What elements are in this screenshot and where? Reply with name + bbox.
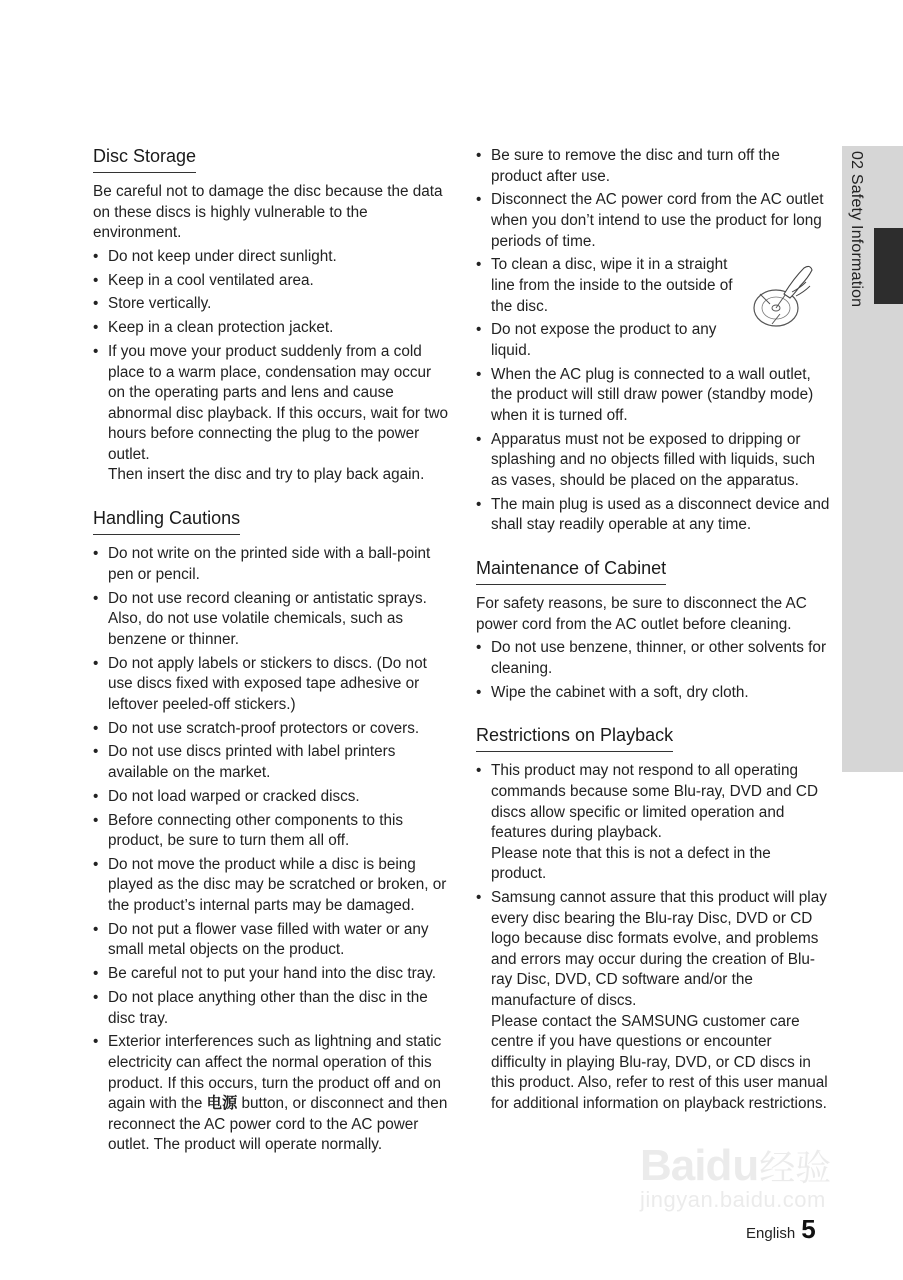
list-item: • Be careful not to put your hand into the disc tray. [93, 964, 449, 985]
list-item: • To clean a disc, wipe it in a straight line from the inside to the outside of the disc. [476, 255, 830, 317]
disc-cleaning-illustration [750, 258, 830, 338]
list-item [476, 761, 830, 885]
list-item: • Apparatus must not be exposed to dripping or splashing and no objects filled with liquids, such as vases, should be placed on the apparatus. [476, 430, 830, 492]
left-column [93, 146, 449, 1159]
watermark-cn: 经验 [759, 1147, 832, 1188]
watermark-url: jingyan.baidu.com [640, 1187, 826, 1212]
list-item-text: button, or disconnect and then reconnect the AC power cord to the AC power outlet. The product will operate normally. [108, 1095, 448, 1154]
restrictions-list [476, 761, 830, 1114]
watermark-brand: Bai [640, 1141, 706, 1190]
list-item: • Do not use scratch-proof protectors or covers. [93, 719, 449, 740]
restrictions-heading: Restrictions on Playback [476, 725, 673, 752]
disc-storage-intro: Be careful not to damage the disc because the data on these discs is highly vulnerable to the environment. [93, 183, 443, 242]
list-item: • Do not place anything other than the disc in the disc tray. [93, 988, 449, 1029]
maintenance-heading: Maintenance of Cabinet [476, 558, 666, 585]
watermark-brand-2: du [705, 1141, 760, 1190]
list-item-text: Exterior interferences such as lightning and static electricity can affect the normal operation of this product. If this occurs, turn the product off and on again with the [108, 1033, 442, 1113]
list-item-note: Then insert the disc and try to play back again. [108, 466, 425, 484]
list-item-note: Please contact the SAMSUNG customer care centre if you have questions or encounter difficulty in playing Blu-ray, DVD, or CD discs in this product. Also, refer to rest of this user manual for additional information on playback restrictions. [491, 1012, 828, 1113]
handling-cautions-heading: Handling Cautions [93, 508, 240, 535]
list-item [476, 888, 830, 1115]
page-number: 5 [801, 1214, 816, 1244]
list-item: • Do not expose the product to any liquid. [476, 320, 830, 361]
list-item-note: Please note that this is not a defect in the product. [491, 844, 771, 883]
list-item: • Wipe the cabinet with a soft, dry cloth. [476, 683, 830, 704]
list-item [93, 1032, 449, 1156]
list-item: • Disconnect the AC power cord from the AC outlet when you don’t intend to use the product for long periods of time. [476, 190, 830, 252]
list-item: • Do not move the product while a disc is being played as the disc may be scratched or broken, or the product’s internal parts may be damaged. [93, 855, 449, 917]
watermark [640, 1140, 831, 1213]
page-footer [746, 1214, 816, 1245]
list-item: • Do not use record cleaning or antistatic sprays. Also, do not use volatile chemicals, such as benzene or thinner. [93, 589, 449, 651]
list-item: • Do not put a flower vase filled with water or any small metal objects on the product. [93, 920, 449, 961]
list-item: • Do not load warped or cracked discs. [93, 787, 449, 808]
list-item: • When the AC plug is connected to a wall outlet, the product will still draw power (standby mode) when it is turned off. [476, 365, 830, 427]
list-item: • Do not use benzene, thinner, or other solvents for cleaning. [476, 638, 830, 679]
list-item: • Keep in a clean protection jacket. [93, 318, 449, 339]
list-item-text: This product may not respond to all operating commands because some Blu-ray, DVD and CD discs allow specific or limited operation and features during playback. [491, 762, 819, 842]
disc-storage-list [93, 247, 449, 486]
disc-storage-heading: Disc Storage [93, 146, 196, 173]
side-tab-label: 02 Safety Information [848, 151, 865, 308]
list-item: • Store vertically. [93, 294, 449, 315]
continued-list [476, 146, 830, 536]
list-item: • Do not apply labels or stickers to discs. (Do not use discs fixed with exposed tape adhesive or leftover peeled-off stickers.) [93, 654, 449, 716]
side-tab-marker [874, 228, 903, 304]
list-item: • Before connecting other components to this product, be sure to turn them all off. [93, 811, 449, 852]
list-item: • Be sure to remove the disc and turn off the product after use. [476, 146, 830, 187]
maintenance-intro: For safety reasons, be sure to disconnect the AC power cord from the AC outlet before cleaning. [476, 595, 807, 633]
list-item: • The main plug is used as a disconnect device and shall stay readily operable at any time. [476, 495, 830, 536]
list-item-text: If you move your product suddenly from a cold place to a warm place, condensation may occur on the operating parts and lens and cause abnormal disc playback. If this occurs, wait for two hours before connecting the plug to the power outlet. [108, 342, 449, 463]
list-item: • Do not keep under direct sunlight. [93, 247, 449, 268]
power-button-label: 电源 [206, 1095, 238, 1113]
footer-language: English [746, 1225, 796, 1242]
list-item-text: Samsung cannot assure that this product will play every disc bearing the Blu-ray Disc, DVD or CD logo because disc formats evolve, and problems and errors may occur during the creation of Blu-ray Disc, DVD, CD software and/or the manufacture of discs. [491, 889, 827, 1010]
list-item: • Do not use discs printed with label printers available on the market. [93, 742, 449, 783]
list-item: • Keep in a cool ventilated area. [93, 271, 449, 292]
maintenance-list [476, 638, 830, 703]
handling-cautions-list [93, 544, 449, 1156]
list-item: • Do not write on the printed side with a ball-point pen or pencil. [93, 544, 449, 585]
list-item [93, 342, 449, 486]
